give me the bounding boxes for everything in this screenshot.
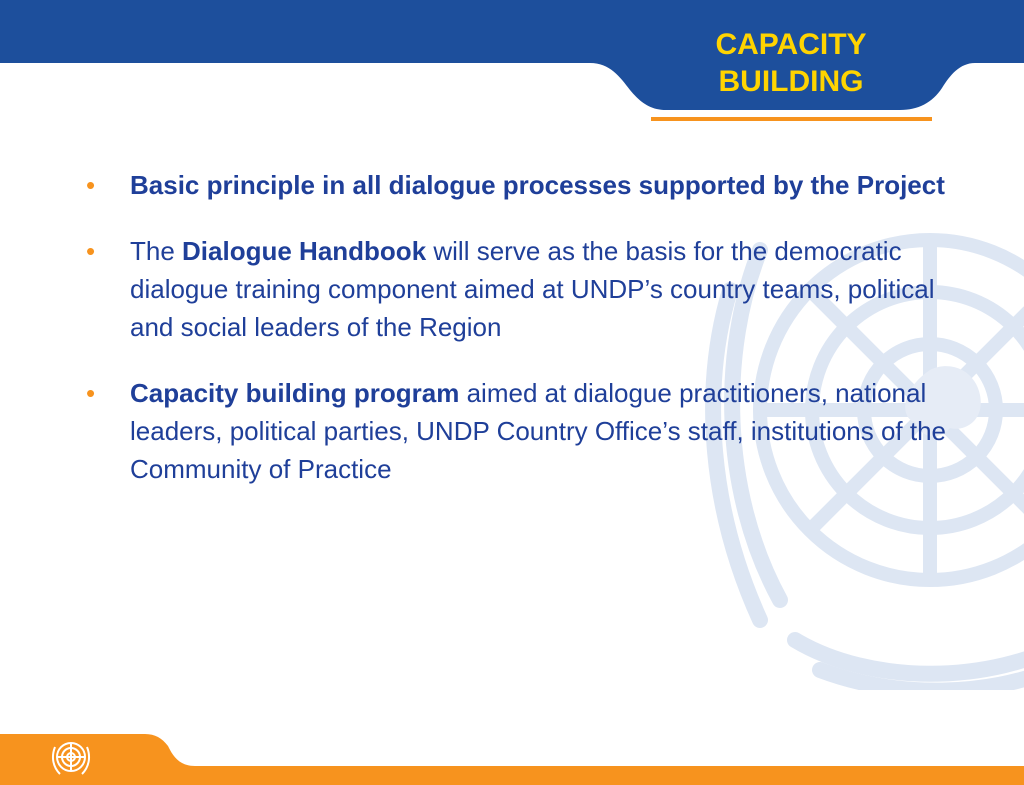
bullet-item (86, 374, 966, 488)
bullet-marker: • (86, 236, 96, 266)
bullet-text: The (130, 236, 183, 266)
footer-un-emblem-icon (48, 735, 94, 781)
bullet-item (86, 232, 966, 346)
bullet-item (86, 166, 966, 204)
title-line-2: BUILDING (718, 65, 864, 98)
title-line-1: CAPACITY (715, 28, 867, 61)
bullet-text-bold: Basic principle in all dialogue processes supported by the Project (130, 170, 945, 200)
bullet-list (86, 166, 966, 516)
footer-band (0, 724, 1024, 785)
page-title (650, 26, 932, 100)
bullet-marker: • (86, 170, 96, 200)
bullet-text: will serve as the basis for the democratic dialogue training component aimed at UNDP’s country teams, political and social leaders of the Region (130, 236, 935, 342)
bullet-marker: • (86, 378, 96, 408)
bullet-text: aimed at dialogue practitioners, national leaders, political parties, UNDP Country Office’s staff, institutions of the Community of Practice (130, 378, 947, 484)
bullet-text-bold: Dialogue Handbook (182, 236, 427, 266)
title-underline (651, 117, 932, 121)
bullet-text-bold: Capacity building program (130, 378, 460, 408)
